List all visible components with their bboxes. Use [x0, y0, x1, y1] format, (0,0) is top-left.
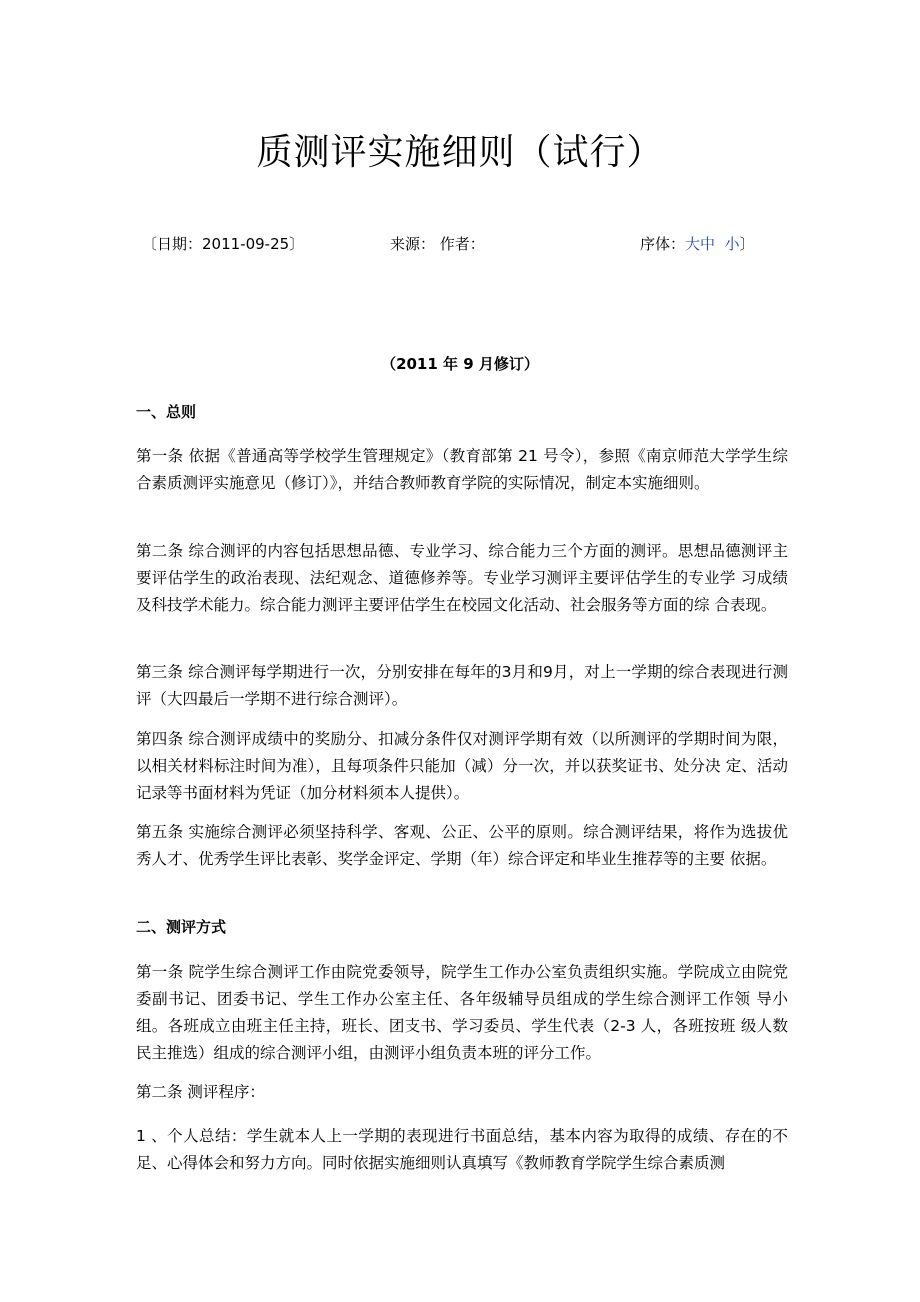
source-author: 来源： 作者：	[390, 235, 485, 253]
revision-note: （2011 年 9 月修订）	[381, 355, 539, 373]
section-heading: 二、测评方式	[136, 918, 227, 936]
font-size-medium-link[interactable]: 中	[700, 235, 716, 253]
font-size-close-bracket: 〕	[739, 235, 755, 253]
font-size-small-link[interactable]: 小	[724, 235, 740, 253]
section-heading: 一、总则	[136, 403, 197, 421]
article-paragraph: 第四条 综合测评成绩中的奖励分、扣减分条件仅对测评学期有效（以所测评的学期时间为限，以相关材料标注时间为准），且每项条件只能加（减）分一次，并以获奖证书、处分决 定、活动记录等书面材料为凭证（加分材料须本人提供）。	[136, 730, 788, 802]
article-paragraph: 第五条 实施综合测评必须坚持科学、客观、公正、公平的原则。综合测评结果，将作为选拔优秀人才、优秀学生评比表彰、奖学金评定、学期（年）综合评定和毕业生推荐等的主要 依据。	[136, 823, 788, 868]
article-paragraph: 第三条 综合测评每学期进行一次，分别安排在每年的3月和9月，对上一学期的综合表现进行测评（大四最后一学期不进行综合测评）。	[136, 663, 788, 708]
document-title: 质测评实施细则（试行）	[256, 132, 664, 173]
font-size-label: 序体：	[640, 235, 686, 253]
article-paragraph: 第二条 测评程序：	[136, 1083, 265, 1101]
publish-date: 〔日期：2011-09-25〕	[142, 235, 305, 253]
article-paragraph: 第二条 综合测评的内容包括思想品德、专业学习、综合能力三个方面的测评。思想品德测评主要评估学生的政治表现、法纪观念、道德修养等。专业学习测评主要评估学生的专业学 习成绩及科技学术能力。综合能力测评主要评估学生在校园文化活动、社会服务等方面的综 合表现。	[136, 542, 788, 614]
article-paragraph: 第一条 院学生综合测评工作由院党委领导，院学生工作办公室负责组织实施。学院成立由院党委副书记、团委书记、学生工作办公室主任、各年级辅导员组成的学生综合测评工作领 导小组。各班成立由班主任主持，班长、团支书、学习委员、学生代表（2-3 人，各班按班 级人数民主推选）组成的综合测评小组，由测评小组负责本班的评分工作。	[136, 963, 788, 1062]
font-size-large-link[interactable]: 大	[685, 235, 701, 253]
font-size-selector	[640, 232, 755, 256]
article-paragraph: 1 、个人总结：学生就本人上一学期的表现进行书面总结，基本内容为取得的成绩、存在的不足、心得体会和努力方向。同时依据实施细则认真填写《教师教育学院学生综合素质测	[136, 1127, 788, 1172]
article-paragraph: 第一条 依据《普通高等学校学生管理规定》（教育部第 21 号令），参照《南京师范大学学生综合素质测评实施意见（修订）》，并结合教师教育学院的实际情况，制定本实施细则。	[136, 447, 788, 492]
